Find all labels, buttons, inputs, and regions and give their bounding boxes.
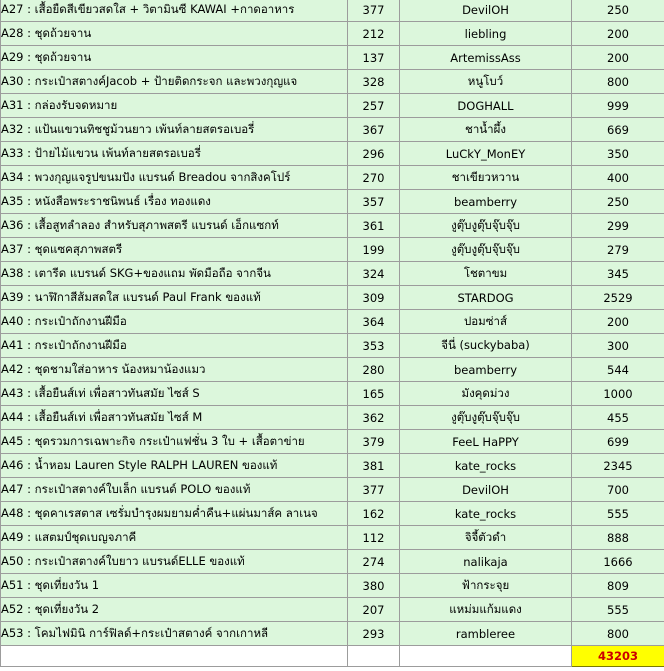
table-row [1, 142, 664, 166]
bid-number-cell[interactable]: 296 [348, 142, 400, 166]
table-row [1, 622, 664, 646]
price-cell[interactable]: 555 [572, 502, 664, 526]
price-cell[interactable]: 250 [572, 0, 664, 22]
winner-name-cell[interactable]: หนูโบว์ [400, 70, 572, 94]
item-name-cell[interactable]: A38 : เตารีด แบรนด์ SKG+ของแถม พัดมือถือ จากจีน [1, 262, 348, 286]
table-row [1, 262, 664, 286]
bid-number-cell[interactable]: 162 [348, 502, 400, 526]
table-row [1, 478, 664, 502]
item-name-cell[interactable]: A42 : ชุดชามใส่อาหาร น้องหมาน้องแมว [1, 358, 348, 382]
table-row [1, 382, 664, 406]
winner-name-cell[interactable]: จิจี้ตัวดำ [400, 526, 572, 550]
bid-number-cell[interactable]: 112 [348, 526, 400, 550]
bid-number-cell[interactable]: 207 [348, 598, 400, 622]
item-name-cell[interactable]: A30 : กระเป๋าสตางค์Jacob + ป้ายติดกระจก และพวงกุญแจ [1, 70, 348, 94]
total-row [1, 646, 664, 667]
item-name-cell[interactable]: A36 : เสื้อสูทลำลอง สำหรับสุภาพสตรี แบรนด์ เอ็กแซกท์ [1, 214, 348, 238]
bid-number-cell[interactable]: 293 [348, 622, 400, 646]
price-cell[interactable]: 350 [572, 142, 664, 166]
item-name-cell[interactable]: A29 : ชุดถ้วยจาน [1, 46, 348, 70]
bid-number-cell[interactable]: 361 [348, 214, 400, 238]
winner-name-cell[interactable]: DOGHALL [400, 94, 572, 118]
price-cell[interactable]: 400 [572, 166, 664, 190]
winner-name-cell[interactable]: มังคุดม่วง [400, 382, 572, 406]
table-row [1, 0, 664, 22]
item-name-cell[interactable]: A41 : กระเป๋าถักงานฝีมือ [1, 334, 348, 358]
winner-name-cell[interactable]: STARDOG [400, 286, 572, 310]
bid-number-cell[interactable]: 212 [348, 22, 400, 46]
item-name-cell[interactable]: A32 : แป้นแขวนทิชชูม้วนยาว เพ้นท์ลายสตรอเบอรี่ [1, 118, 348, 142]
table-row [1, 118, 664, 142]
item-name-cell[interactable]: A34 : พวงกุญแจรูปขนมปัง แบรนด์ Breadou จากสิงคโปร์ [1, 166, 348, 190]
table-row [1, 214, 664, 238]
item-name-cell[interactable]: A28 : ชุดถ้วยจาน [1, 22, 348, 46]
bid-number-cell[interactable]: 137 [348, 46, 400, 70]
price-cell[interactable]: 200 [572, 22, 664, 46]
bid-number-cell[interactable]: 381 [348, 454, 400, 478]
table-row [1, 334, 664, 358]
table-row [1, 358, 664, 382]
bid-number-cell[interactable]: 357 [348, 190, 400, 214]
item-name-cell[interactable]: A44 : เสื้อยืนส์เท่ เพื่อสาวทันสมัย ไซส์ M [1, 406, 348, 430]
table-row [1, 526, 664, 550]
table-row [1, 550, 664, 574]
winner-name-cell[interactable]: beamberry [400, 358, 572, 382]
price-cell[interactable]: 800 [572, 622, 664, 646]
price-cell[interactable]: 700 [572, 478, 664, 502]
table-row [1, 166, 664, 190]
winner-name-cell[interactable]: kate_rocks [400, 454, 572, 478]
winner-name-cell[interactable]: งูตุ๊บงูตุ๊บจุ๊บจุ๊บ [400, 406, 572, 430]
bid-number-cell[interactable]: 165 [348, 382, 400, 406]
price-cell[interactable]: 888 [572, 526, 664, 550]
winner-name-cell[interactable]: ฟ้ากระจุย [400, 574, 572, 598]
winner-name-cell[interactable]: DevilOH [400, 0, 572, 22]
bid-number-cell[interactable]: 257 [348, 94, 400, 118]
winner-name-cell[interactable]: งูตุ๊บงูตุ๊บจุ๊บจุ๊บ [400, 238, 572, 262]
price-cell[interactable]: 250 [572, 190, 664, 214]
item-name-cell[interactable]: A53 : โคมไฟมินิ การ์ฟิลด์+กระเป๋าสตางค์ จากเกาหลี [1, 622, 348, 646]
bid-number-cell[interactable]: 270 [348, 166, 400, 190]
table-row [1, 574, 664, 598]
winner-name-cell[interactable]: FeeL HaPPY [400, 430, 572, 454]
winner-name-cell[interactable]: beamberry [400, 190, 572, 214]
item-name-cell[interactable]: A43 : เสื้อยืนส์เท่ เพื่อสาวทันสมัย ไซส์ S [1, 382, 348, 406]
bid-number-cell[interactable]: 309 [348, 286, 400, 310]
winner-name-cell[interactable]: ปอมซ่าส์ [400, 310, 572, 334]
grand-total-cell[interactable]: 43203 [572, 646, 664, 667]
table-row [1, 598, 664, 622]
price-cell[interactable]: 2345 [572, 454, 664, 478]
table-row [1, 22, 664, 46]
item-name-cell[interactable]: A40 : กระเป๋าถักงานฝีมือ [1, 310, 348, 334]
price-cell[interactable]: 544 [572, 358, 664, 382]
winner-name-cell[interactable]: nalikaja [400, 550, 572, 574]
price-cell[interactable]: 1666 [572, 550, 664, 574]
winner-name-cell[interactable]: liebling [400, 22, 572, 46]
winner-name-cell[interactable]: งูตุ๊บงูตุ๊บจุ๊บจุ๊บ [400, 214, 572, 238]
table-body [1, 0, 664, 646]
table-row [1, 238, 664, 262]
price-cell[interactable]: 200 [572, 310, 664, 334]
item-name-cell[interactable]: A33 : ป้ายไม้แขวน เพ้นท์ลายสตรอเบอรี่ [1, 142, 348, 166]
price-cell[interactable]: 699 [572, 430, 664, 454]
bid-number-cell[interactable]: 377 [348, 478, 400, 502]
price-cell[interactable]: 669 [572, 118, 664, 142]
price-cell[interactable]: 345 [572, 262, 664, 286]
price-cell[interactable]: 809 [572, 574, 664, 598]
item-name-cell[interactable]: A52 : ชุดเที่ยงวัน 2 [1, 598, 348, 622]
price-cell[interactable]: 299 [572, 214, 664, 238]
winner-name-cell[interactable]: ชาน้ำผึ้ง [400, 118, 572, 142]
table-row [1, 190, 664, 214]
winner-name-cell[interactable]: kate_rocks [400, 502, 572, 526]
item-name-cell[interactable]: A37 : ชุดแซคสุภาพสตรี [1, 238, 348, 262]
bid-number-cell[interactable]: 353 [348, 334, 400, 358]
winner-name-cell[interactable]: ชาเขียวหวาน [400, 166, 572, 190]
bid-number-cell[interactable]: 364 [348, 310, 400, 334]
item-name-cell[interactable]: A50 : กระเป๋าสตางค์ใบยาว แบรนด์ELLE ของแท้ [1, 550, 348, 574]
item-name-cell[interactable]: A45 : ชุดรวมการเฉพาะกิจ กระเป๋าแฟชั่น 3 ใบ + เสื้อตาข่าย [1, 430, 348, 454]
table-row [1, 430, 664, 454]
price-cell[interactable]: 555 [572, 598, 664, 622]
winner-name-cell[interactable]: จีนี่ (suckybaba) [400, 334, 572, 358]
item-name-cell[interactable]: A39 : นาฬิกาสีส้มสดใส แบรนด์ Paul Frank ของแท้ [1, 286, 348, 310]
bid-number-cell[interactable]: 199 [348, 238, 400, 262]
table-row [1, 70, 664, 94]
bid-number-cell[interactable]: 328 [348, 70, 400, 94]
total-empty-cell [400, 646, 572, 667]
bid-number-cell[interactable]: 380 [348, 574, 400, 598]
price-cell[interactable]: 800 [572, 70, 664, 94]
bid-number-cell[interactable]: 324 [348, 262, 400, 286]
table-row [1, 454, 664, 478]
price-cell[interactable]: 300 [572, 334, 664, 358]
item-name-cell[interactable]: A27 : เสื้อยืดสีเขียวสดใส + วิตามินซี KAWAI +กาดอาหาร [1, 0, 348, 22]
table-row [1, 502, 664, 526]
price-cell[interactable]: 2529 [572, 286, 664, 310]
table-row [1, 94, 664, 118]
winner-name-cell[interactable]: ArtemissAss [400, 46, 572, 70]
bid-number-cell[interactable]: 362 [348, 406, 400, 430]
bid-number-cell[interactable]: 367 [348, 118, 400, 142]
table-row [1, 286, 664, 310]
price-cell[interactable]: 279 [572, 238, 664, 262]
total-empty-cell [348, 646, 400, 667]
table-row [1, 406, 664, 430]
winner-name-cell[interactable]: LuCkY_MonEY [400, 142, 572, 166]
price-cell[interactable]: 455 [572, 406, 664, 430]
bid-number-cell[interactable]: 274 [348, 550, 400, 574]
price-cell[interactable]: 200 [572, 46, 664, 70]
winner-name-cell[interactable]: แหม่มแก้มแดง [400, 598, 572, 622]
price-cell[interactable]: 999 [572, 94, 664, 118]
bid-number-cell[interactable]: 377 [348, 0, 400, 22]
item-name-cell[interactable]: A47 : กระเป๋าสตางค์ใบเล็ก แบรนด์ POLO ของแท้ [1, 478, 348, 502]
winner-name-cell[interactable]: rambleree [400, 622, 572, 646]
item-name-cell[interactable]: A48 : ชุดคาเรสตาส เซรั่มบำรุงผมยามค่ำคืน+แผ่นมาส์ค ลาเนจ [1, 502, 348, 526]
table-row [1, 310, 664, 334]
price-cell[interactable]: 1000 [572, 382, 664, 406]
table-row [1, 46, 664, 70]
item-name-cell[interactable]: A46 : น้ำหอม Lauren Style RALPH LAUREN ของแท้ [1, 454, 348, 478]
winner-name-cell[interactable]: DevilOH [400, 478, 572, 502]
item-name-cell[interactable]: A31 : กล่องรับจดหมาย [1, 94, 348, 118]
winner-name-cell[interactable]: โชตาขม [400, 262, 572, 286]
bid-number-cell[interactable]: 280 [348, 358, 400, 382]
bid-number-cell[interactable]: 379 [348, 430, 400, 454]
item-name-cell[interactable]: A35 : หนังสือพระราชนิพนธ์ เรื่อง ทองแดง [1, 190, 348, 214]
item-name-cell[interactable]: A49 : แสตมป์ชุดเบญจภาคี [1, 526, 348, 550]
item-name-cell[interactable]: A51 : ชุดเที่ยงวัน 1 [1, 574, 348, 598]
total-empty-cell [1, 646, 348, 667]
